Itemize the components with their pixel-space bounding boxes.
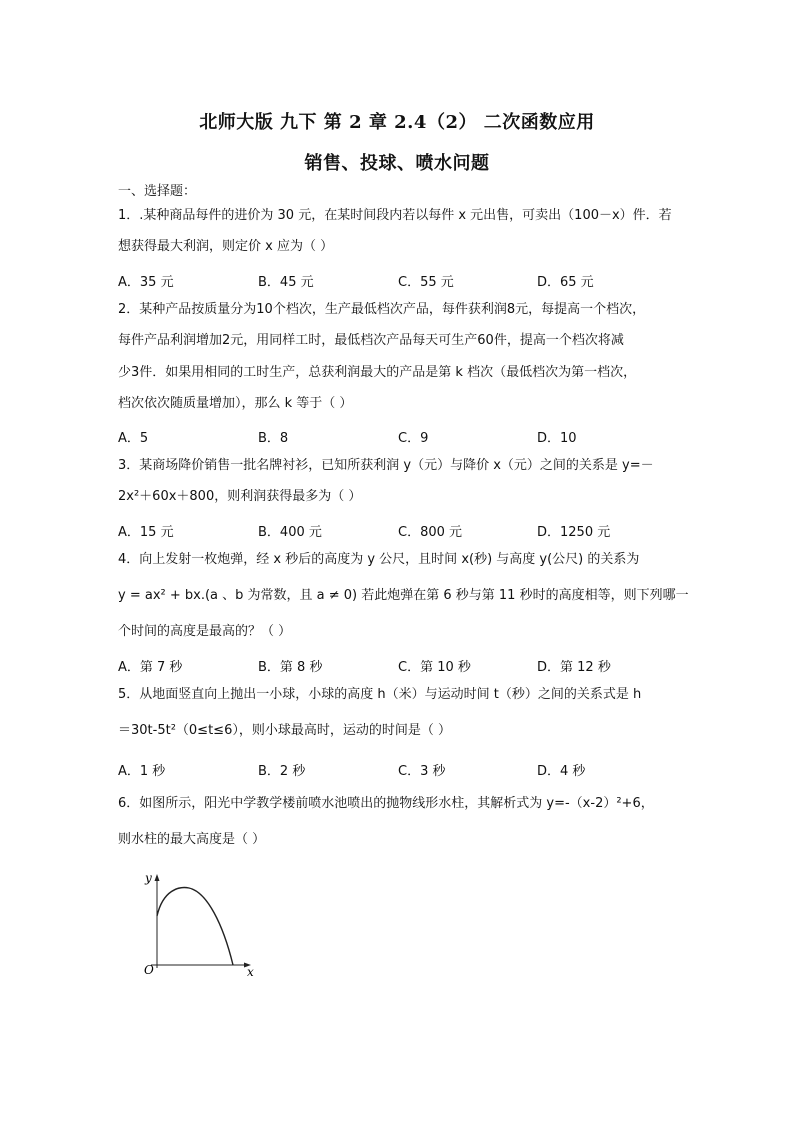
q3-option-d: D．1250 元 <box>537 525 611 540</box>
q4-option-d: D．第 12 秒 <box>537 660 611 675</box>
q4-line-2: y = ax² + bx.(a 、b 为常数，且 a ≠ 0) 若此炮弹在第 6 秒与第 11 秒时的高度相等，则下列哪一 <box>118 588 689 603</box>
q3-option-c: C．800 元 <box>398 525 463 540</box>
q3-options <box>118 521 678 540</box>
q3-option-b: B．400 元 <box>258 525 322 540</box>
document-subtitle: 销售、投球、喷水问题 <box>304 153 490 174</box>
q4-option-b: B．第 8 秒 <box>258 660 323 675</box>
q3-option-a: A．15 元 <box>118 525 174 540</box>
y-axis-label: y <box>145 871 152 885</box>
q1-option-a: A．35 元 <box>118 275 174 290</box>
document-title: 北师大版 九下 第 2 章 2.4（2） 二次函数应用 <box>199 112 595 133</box>
q4-option-a: A．第 7 秒 <box>118 660 183 675</box>
q2-option-b: B．8 <box>258 431 289 446</box>
q2-option-a: A．5 <box>118 431 149 446</box>
q4-line-3: 个时间的高度是最高的？（ ） <box>118 624 292 639</box>
q5-line-1: 5．从地面竖直向上抛出一小球，小球的高度 h（米）与运动时间 t（秒）之间的关系式是 h <box>118 687 642 702</box>
parabola-curve <box>157 888 233 965</box>
q2-options <box>118 427 678 446</box>
q1-option-d: D．65 元 <box>537 275 594 290</box>
q2-option-d: D．10 <box>537 431 577 446</box>
q2-line-3: 少3件．如果用相同的工时生产，总获利润最大的产品是第 k 档次（最低档次为第一档次， <box>118 365 637 380</box>
q1-option-b: B．45 元 <box>258 275 314 290</box>
q2-line-4: 档次依次随质量增加），那么 k 等于（ ） <box>118 396 353 411</box>
q6-line-2: 则水柱的最大高度是（ ） <box>118 832 266 847</box>
q6-line-1: 6．如图所示，阳光中学教学楼前喷水池喷出的抛物线形水柱，其解析式为 y=-（x-2）²+6， <box>118 796 654 811</box>
q4-line-1: 4．向上发射一枚炮弹，经 x 秒后的高度为 y 公尺，且时间 x(秒) 与高度 y(公尺) 的关系为 <box>118 552 640 567</box>
q4-options <box>118 656 678 675</box>
q1-options <box>118 271 678 290</box>
q1-option-c: C．55 元 <box>398 275 454 290</box>
q5-line-2: ＝30t-5t²（0≤t≤6），则小球最高时，运动的时间是（ ） <box>118 723 451 738</box>
q5-option-d: D．4 秒 <box>537 764 586 779</box>
q5-option-b: B．2 秒 <box>258 764 306 779</box>
q4-option-c: C．第 10 秒 <box>398 660 471 675</box>
origin-label: O <box>144 963 154 977</box>
q5-options <box>118 760 678 779</box>
q2-line-1: 2．某种产品按质量分为10个档次，生产最低档次产品，每件获利润8元，每提高一个档次， <box>118 302 646 317</box>
q5-option-a: A．1 秒 <box>118 764 166 779</box>
q2-line-2: 每件产品利润增加2元，用同样工时，最低档次产品每天可生产60件，提高一个档次将减 <box>118 333 624 348</box>
q2-option-c: C．9 <box>398 431 429 446</box>
q5-option-c: C．3 秒 <box>398 764 446 779</box>
q1-line-2: 想获得最大利润，则定价 x 应为（ ） <box>118 239 334 254</box>
x-axis-label: x <box>247 965 254 979</box>
q3-line-1: 3．某商场降价销售一批名牌衬衫，已知所获利润 y（元）与降价 x（元）之间的关系是 y=－ <box>118 458 654 473</box>
section-heading: 一、选择题： <box>118 184 197 199</box>
q3-line-2: 2x²＋60x＋800，则利润获得最多为（ ） <box>118 489 362 504</box>
y-axis-arrow <box>155 874 160 881</box>
q1-line-1: 1．.某种商品每件的进价为 30 元，在某时间段内若以每件 x 元出售，可卖出（100－x）件．若 <box>118 208 672 223</box>
parabola-figure <box>135 868 265 980</box>
